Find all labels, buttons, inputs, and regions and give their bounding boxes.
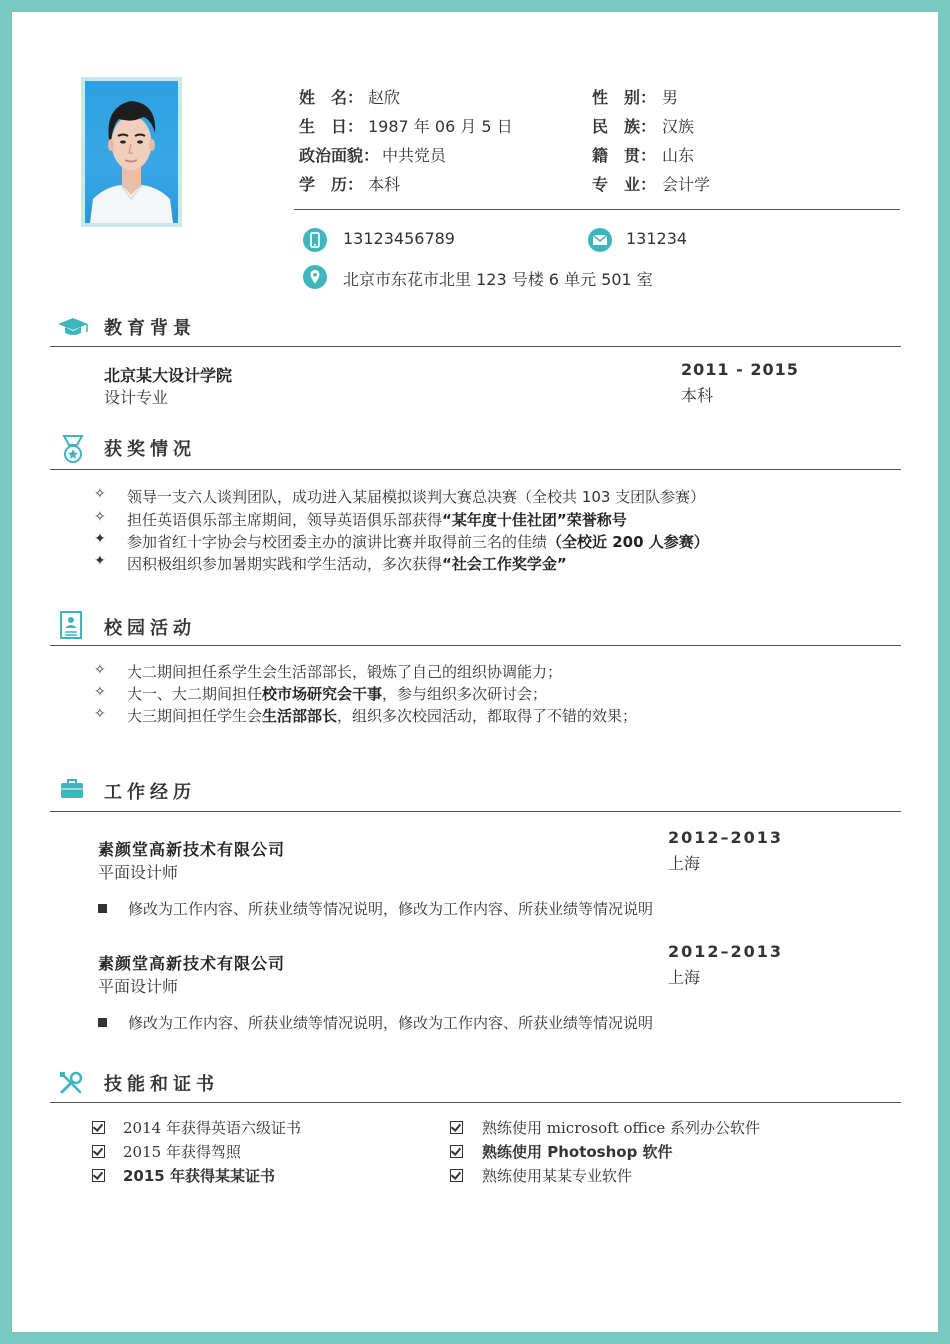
award-bullet-1: ✧ [94,486,106,502]
award-item-1: 领导一支六人谈判团队，成功进入某届模拟谈判大赛总决赛（全校共 103 支团队参赛） [127,488,706,506]
award-bullet-2: ✧ [94,509,106,525]
section-divider-activities [50,645,901,646]
activity-bullet-2: ✧ [94,684,106,700]
activity-item-3: 大三期间担任学生会生活部部长，组织多次校园活动，都取得了不错的效果； [127,707,638,725]
education-degree: 本科 [681,386,714,405]
checkbox-icon [450,1121,463,1134]
section-title-awards: 获奖情况 [104,439,196,460]
skill-left-2: 2015 年获得驾照 [123,1143,241,1161]
section-title-work: 工作经历 [104,782,196,803]
award-item-3: 参加省红十字协会与校团委主办的演讲比赛并取得前三名的佳绩（全校近 200 人参赛） [127,533,709,551]
activity-item-2: 大一、大二期间担任校市场研究会干事，参与组织多次研讨会； [127,685,548,703]
home-address: 北京市东花市北里 123 号楼 6 单元 501 室 [343,270,653,289]
skill-right-2: 熟练使用 Photoshop 软件 [482,1143,673,1161]
checkbox-icon [92,1169,105,1182]
job-desc-bullet-2 [98,1018,107,1027]
activity-bullet-3: ✧ [94,706,106,722]
name-label: 姓 名： [299,88,364,107]
checkbox-icon [92,1145,105,1158]
location-pin-icon [303,265,327,289]
section-title-skills: 技能和证书 [104,1074,219,1095]
skill-left-3: 2015 年获得某某证书 [123,1167,275,1185]
resume-page [12,12,938,1332]
job-desc-1: 修改为工作内容、所获业绩等情况说明，修改为工作内容、所获业绩等情况说明 [128,900,654,918]
job-years-2: 2012–2013 [668,942,784,961]
section-title-education: 教育背景 [104,318,196,339]
education-value: 本科 [368,175,401,194]
major-label: 专 业： [592,175,657,194]
job-company-2: 素颜堂高新技术有限公司 [98,954,286,973]
award-item-4: 因积极组织参加暑期实践和学生活动，多次获得“社会工作奖学金” [127,555,567,573]
award-bullet-3: ✦ [94,531,106,547]
section-title-activities: 校园活动 [104,618,196,639]
phone-icon [303,228,327,252]
briefcase-icon [58,776,90,808]
section-divider-awards [50,469,901,470]
politics-label: 政治面貌： [299,146,380,165]
skill-right-3: 熟练使用某某专业软件 [482,1167,633,1185]
activity-item-1: 大二期间担任系学生会生活部部长，锻炼了自己的组织协调能力； [127,663,563,681]
award-bullet-4: ✦ [94,553,106,569]
name-value: 赵欣 [368,88,401,107]
job-city-2: 上海 [668,968,701,987]
header-divider [294,209,900,210]
birth-label: 生 日： [299,117,364,136]
profile-photo-frame [81,77,182,227]
ethnicity-value: 汉族 [662,117,695,136]
email-address: 131234 [626,229,688,248]
job-position-2: 平面设计师 [98,977,179,996]
gender-label: 性 别： [592,88,657,107]
tools-icon [58,1070,90,1102]
gender-value: 男 [662,88,679,107]
mail-icon [588,228,612,252]
job-years-1: 2012–2013 [668,828,784,847]
education-years: 2011 - 2015 [681,360,799,379]
section-divider-work [50,811,901,812]
skill-right-1: 熟练使用 microsoft office 系列办公软件 [482,1119,760,1137]
school-name: 北京某大设计学院 [104,366,233,385]
checkbox-icon [92,1121,105,1134]
job-city-1: 上海 [668,854,701,873]
graduation-cap-icon [56,312,88,344]
politics-value: 中共党员 [382,146,447,165]
id-card-icon [58,610,90,642]
job-company-1: 素颜堂高新技术有限公司 [98,840,286,859]
school-major: 设计专业 [104,388,169,407]
job-desc-bullet-1 [98,904,107,913]
section-divider-education [50,346,901,347]
origin-value: 山东 [662,146,695,165]
job-desc-2: 修改为工作内容、所获业绩等情况说明，修改为工作内容、所获业绩等情况说明 [128,1014,654,1032]
education-label: 学 历： [299,175,364,194]
medal-icon [58,433,90,465]
activity-bullet-1: ✧ [94,662,106,678]
award-item-2: 担任英语俱乐部主席期间，领导英语俱乐部获得“某年度十佳社团”荣誉称号 [127,511,627,529]
section-divider-skills [50,1102,901,1103]
profile-photo [85,81,178,223]
checkbox-icon [450,1169,463,1182]
phone-number: 13123456789 [343,229,455,248]
skill-left-1: 2014 年获得英语六级证书 [123,1119,301,1137]
birth-value: 1987 年 06 月 5 日 [368,117,513,136]
checkbox-icon [450,1145,463,1158]
major-value: 会计学 [662,175,711,194]
origin-label: 籍 贯： [592,146,657,165]
ethnicity-label: 民 族： [592,117,657,136]
job-position-1: 平面设计师 [98,863,179,882]
